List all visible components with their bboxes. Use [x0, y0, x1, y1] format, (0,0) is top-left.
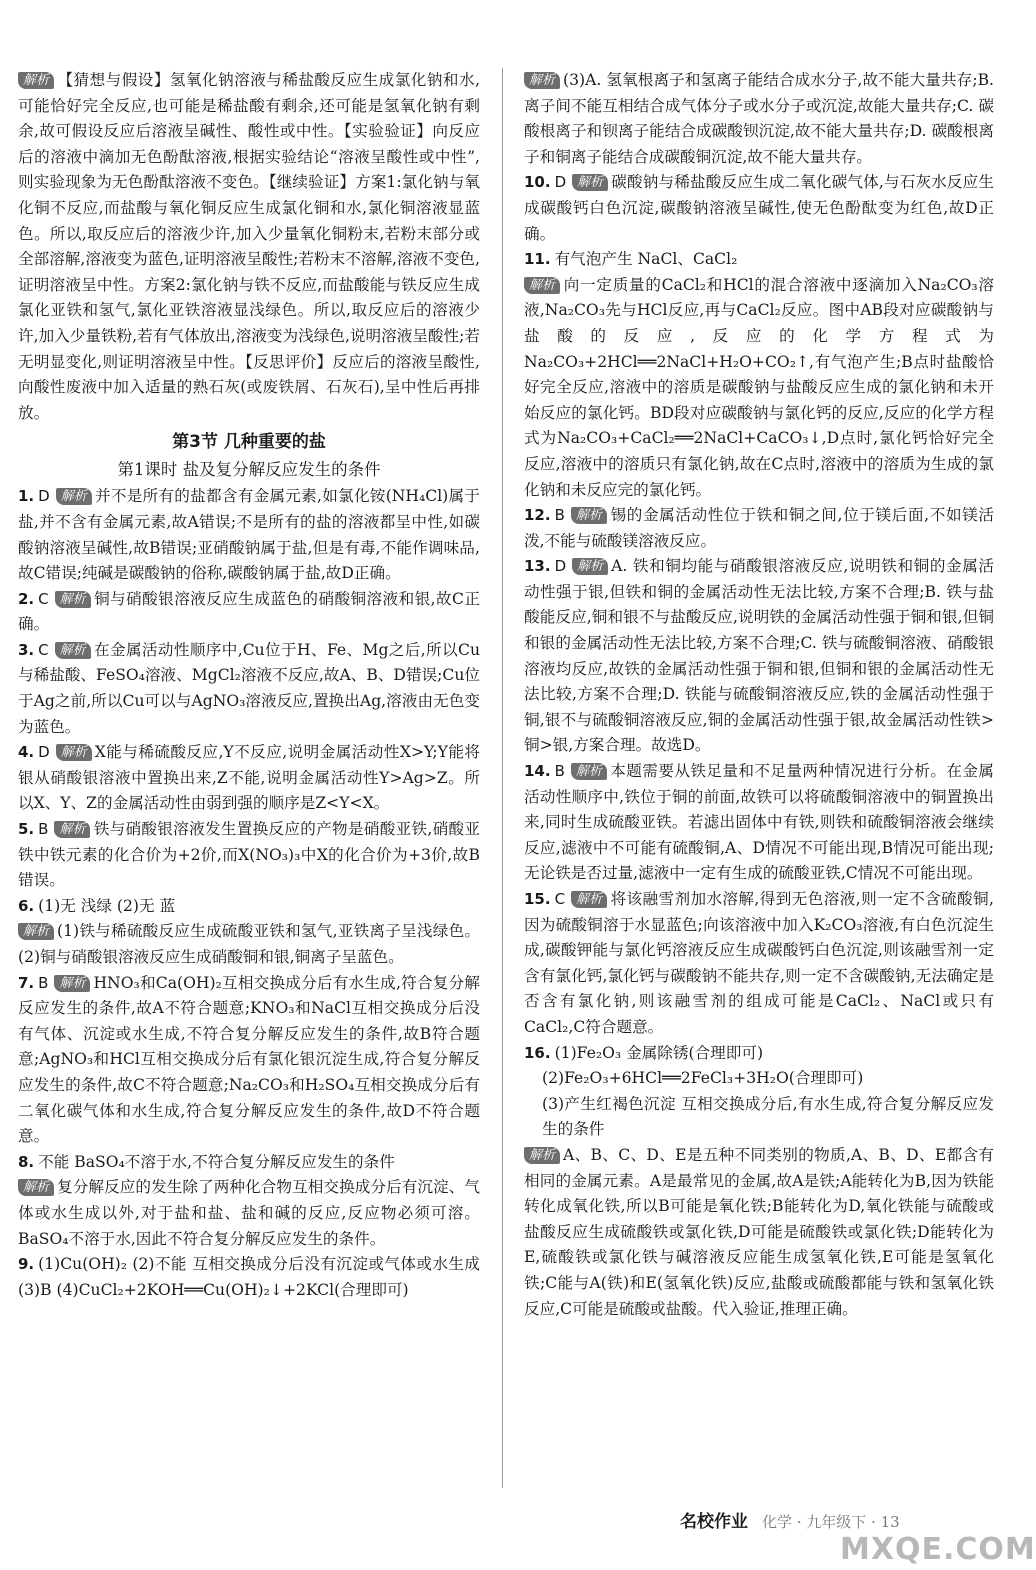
- answer-item-9-analysis: 解析 (3)A. 氢氧根离子和氢离子能结合成水分子,故不能大量共存;B. 离子间不能互相结合成气体分子或水分子或沉淀,故能大量共存;C. 碳酸根离子和钡离子能结合成碳酸钡沉淀,故不能大量共存;D. 碳酸根离子和铜离子能结合成碳酸铜沉淀,故不能大量共存。: [524, 71, 994, 166]
- analysis-tag: 解析: [56, 744, 92, 761]
- analysis-tag: 解析: [571, 763, 607, 780]
- answer-item-16-line-3: (3)产生红褐色沉淀 互相交换成分后,有水生成,符合复分解反应发生的条件: [542, 1094, 994, 1139]
- answer-item-2: 2. C 解析 铜与硝酸银溶液反应生成蓝色的硝酸铜溶液和银,故C正确。: [18, 589, 480, 634]
- watermark-logo: MXQE.COM: [840, 1532, 1036, 1567]
- answer-item-11-analysis: 解析 向一定质量的CaCl₂和HCl的混合溶液中逐滴加入Na₂CO₃溶液,Na₂CO₃先与HCl反应,再与CaCl₂反应。图中AB段对应碳酸钠与盐酸的反应,反应的化学方程式为Na₂CO₃+2HCl══2NaCl+H₂O+CO₂↑,有气泡产生;B点时盐酸恰好完全反应,溶液中的溶质是碳酸钠与盐酸反应生成的氯化钠和未开始反应的氯化钙。BD段对应碳酸钠与氯化钙的反应,反应的化学方程式为Na₂CO₃+CaCl₂══2NaCl+CaCO₃↓,D点时,氯化钙恰好完全反应,溶液中的溶质只有氯化钠,故在C点时,溶液中的溶质为生成的氯化钠和未反应完的氯化钙。: [524, 275, 994, 499]
- analysis-tag: 解析: [54, 821, 90, 838]
- answer-item-10: 10. D 解析 碳酸钠与稀盐酸反应生成二氧化碳气体,与石灰水反应生成碳酸钙白色沉淀,碳酸钠溶液呈碱性,使无色酚酞变为红色,故D正确。: [524, 173, 994, 243]
- analysis-tag: 解析: [572, 174, 608, 191]
- answer-item-1: 1. D 解析 并不是所有的盐都含有金属元素,如氯化铵(NH₄Cl)属于盐,并不含有金属元素,故A错误;不是所有的盐的溶液都呈中性,如碳酸钠溶液呈碱性,故B错误;亚硝酸钠属于盐,但是有毒,不能作调味品,故C错误;纯碱是碳酸钠的俗称,碳酸钠属于盐,故D正确。: [18, 487, 480, 583]
- answer-item-16-analysis: 解析 A、B、C、D、E是五种不同类别的物质,A、B、D、E都含有相同的金属元素。A是最常见的金属,故A是铁;A能转化为B,因为铁能转化成氧化铁,所以B可能是氧化铁;B能转化为D,氧化铁能与硫酸或盐酸反应生成硫酸铁或氯化铁,D可能是硫酸铁或氯化铁;D能转化为E,硫酸铁或氯化铁与碱溶液反应能生成氢氧化铁,E可能是氢氧化铁;C能与A(铁)和E(氢氧化铁)反应,盐酸或硫酸都能与铁和氢氧化铁反应,C可能是硫酸或盐酸。代入验证,推理正确。: [524, 1145, 994, 1318]
- answer-item-14: 14. B 解析 本题需要从铁足量和不足量两种情况进行分析。在金属活动性顺序中,铁位于铜的前面,故铁可以将硫酸铜溶液中的铜置换出来,同时生成硫酸亚铁。若滤出固体中有铁,则铁和硫酸铜溶液会继续反应,滤液中不可能有硫酸铜,A、D情况不可能出现,B情况可能出现;无论铁是否过量,滤液中一定有生成的硫酸亚铁,C情况不可能出现。: [524, 762, 994, 883]
- analysis-tag: 解析: [571, 891, 607, 908]
- answer-item-6-analysis: 解析 (1)铁与稀硫酸反应生成硫酸亚铁和氢气,亚铁离子呈浅绿色。(2)铜与硝酸银溶液反应生成硝酸铜和银,铜离子呈蓝色。: [18, 922, 480, 966]
- analysis-tag: 解析: [55, 591, 91, 608]
- answer-item-6: 6. (1)无 浅绿 (2)无 蓝: [18, 896, 176, 915]
- analysis-tag: 解析: [54, 975, 90, 992]
- right-column: [524, 68, 994, 1322]
- answer-item-7: 7. B 解析 HNO₃和Ca(OH)₂互相交换成分后有水生成,符合复分解反应发生的条件,故A不符合题意;KNO₃和NaCl互相交换成分后没有气体、沉淀或水生成,不符合复分解反应发生的条件,故B符合题意;AgNO₃和HCl互相交换成分后有氯化银沉淀生成,符合复分解反应发生的条件,故C不符合题意;Na₂CO₃和H₂SO₄互相交换成分后有二氧化碳气体和水生成,符合复分解反应发生的条件,故D不符合题意。: [18, 973, 480, 1146]
- lesson-title: 第1课时 盐及复分解反应发生的条件: [117, 460, 381, 480]
- answer-item-3: 3. C 解析 在金属活动性顺序中,Cu位于H、Fe、Mg之后,所以Cu与稀盐酸、FeSO₄溶液、MgCl₂溶液不反应,故A、B、D错误;Cu位于Ag之前,所以Cu可以与AgNO₃溶液反应,置换出Ag,溶液由无色变为蓝色。: [18, 640, 480, 736]
- answer-item-13: 13. D 解析 A. 铁和铜均能与硝酸银溶液反应,说明铁和铜的金属活动性强于银,但铁和铜的金属活动性无法比较,方案不合理;B. 铁与盐酸能反应,铜和银不与盐酸反应,说明铁的金属活动性强于铜和银,但铜和银的金属活动性无法比较,方案不合理;C. 铁与硫酸铜溶液、硝酸银溶液均反应,故铁的金属活动性强于铜和银,但铜和银的金属活动性无法比较,方案不合理;D. 铁能与硫酸铜溶液反应,铁的金属活动性强于铜,银不与硫酸铜溶液反应,铜的金属活动性强于银,故金属活动性铁>铜>银,方案合理。故选D。: [524, 557, 994, 755]
- analysis-tag: 解析: [524, 1147, 560, 1164]
- answer-item-4: 4. D 解析 X能与稀硫酸反应,Y不反应,说明金属活动性X>Y;Y能将银从硝酸银溶液中置换出来,Z不能,说明金属活动性Y>Ag>Z。所以X、Y、Z的金属活动性由弱到强的顺序是Z<Y<X。: [18, 743, 480, 813]
- footer-brand: 名校作业: [680, 1512, 748, 1532]
- analysis-tag: 解析: [18, 72, 54, 89]
- page-footer: [680, 1510, 900, 1534]
- analysis-tag: 解析: [571, 507, 607, 524]
- answer-item-12: 12. B 解析 锡的金属活动性位于铁和铜之间,位于镁后面,不如镁活泼,不能与硫酸镁溶液反应。: [524, 506, 994, 550]
- answer-item-16-line-1: 16. (1)Fe₂O₃ 金属除锈(合理即可): [524, 1043, 764, 1062]
- analysis-tag: 解析: [524, 72, 560, 89]
- section-title: 第3节 几种重要的盐: [172, 432, 326, 453]
- answer-item-16-line-2: (2)Fe₂O₃+6HCl══2FeCl₃+3H₂O(合理即可): [542, 1069, 864, 1088]
- answer-item-8: 8. 不能 BaSO₄不溶于水,不符合复分解反应发生的条件: [18, 1152, 395, 1171]
- analysis-tag: 解析: [524, 277, 560, 294]
- intro-analysis: 解析 【猜想与假设】氢氧化钠溶液与稀盐酸反应生成氯化钠和水,可能恰好完全反应,也可能是稀盐酸有剩余,还可能是氢氧化钠有剩余,故可假设反应后溶液呈碱性、酸性或中性。【实验验证】向反应后的溶液中滴加无色酚酞溶液,根据实验结论“溶液呈酸性或中性”,则实验现象为无色酚酞溶液不变色。【继续验证】方案1:氯化钠与氧化铜不反应,而盐酸与氧化铜反应生成氯化铜和水,氯化铜溶液显蓝色。所以,取反应后的溶液少许,加入少量氧化铜粉末,若粉末部分或全部溶解,溶液变为蓝色,证明溶液呈酸性;若粉末不溶解,溶液不变色,证明溶液呈中性。方案2:氯化钠与铁不反应,而盐酸能与铁反应生成氯化亚铁和氢气,氯化亚铁溶液显浅绿色。所以,取反应后的溶液少许,加入少量铁粉,若有气体放出,溶液变为浅绿色,说明溶液呈酸性;若无明显变化,则证明溶液呈中性。【反思评价】反应后的溶液呈酸性,向酸性废液中加入适量的熟石灰(或废铁屑、石灰石),呈中性后再排放。: [18, 71, 480, 422]
- answer-item-9: 9. (1)Cu(OH)₂ (2)不能 互相交换成分后没有沉淀或气体或水生成 (3)B (4)CuCl₂+2KOH══Cu(OH)₂↓+2KCl(合理即可): [18, 1255, 480, 1299]
- left-column: [18, 68, 480, 1303]
- analysis-tag: 解析: [572, 558, 608, 575]
- footer-subject: 化学 · 九年级下 · 13: [762, 1513, 900, 1531]
- analysis-tag: 解析: [56, 488, 92, 505]
- answer-item-11: 11. 有气泡产生 NaCl、CaCl₂: [524, 250, 738, 269]
- answer-item-15: 15. C 解析 将该融雪剂加水溶解,得到无色溶液,则一定不含硫酸铜,因为硫酸铜溶于水显蓝色;向该溶液中加入K₂CO₃溶液,有白色沉淀生成,碳酸钾能与氯化钙溶液反应生成碳酸钙白色沉淀,则该融雪剂一定含有氯化钙,氯化钙与碳酸钠不能共存,则一定不含碳酸钠,无法确定是否含有氯化钠,则该融雪剂的组成可能是CaCl₂、NaCl或只有CaCl₂,C符合题意。: [524, 890, 994, 1036]
- analysis-tag: 解析: [55, 642, 91, 659]
- column-divider: [502, 68, 503, 1488]
- analysis-tag: 解析: [18, 923, 54, 940]
- answer-item-5: 5. B 解析 铁与硝酸银溶液发生置换反应的产物是硝酸亚铁,硝酸亚铁中铁元素的化合价为+2价,而X(NO₃)₃中X的化合价为+3价,故B错误。: [18, 820, 480, 890]
- answer-item-8-analysis: 解析 复分解反应的发生除了两种化合物互相交换成分后有沉淀、气体或水生成以外,对于盐和盐、盐和碱的反应,反应物必须可溶。BaSO₄不溶于水,因此不符合复分解反应发生的条件。: [18, 1178, 480, 1248]
- analysis-tag: 解析: [18, 1179, 54, 1196]
